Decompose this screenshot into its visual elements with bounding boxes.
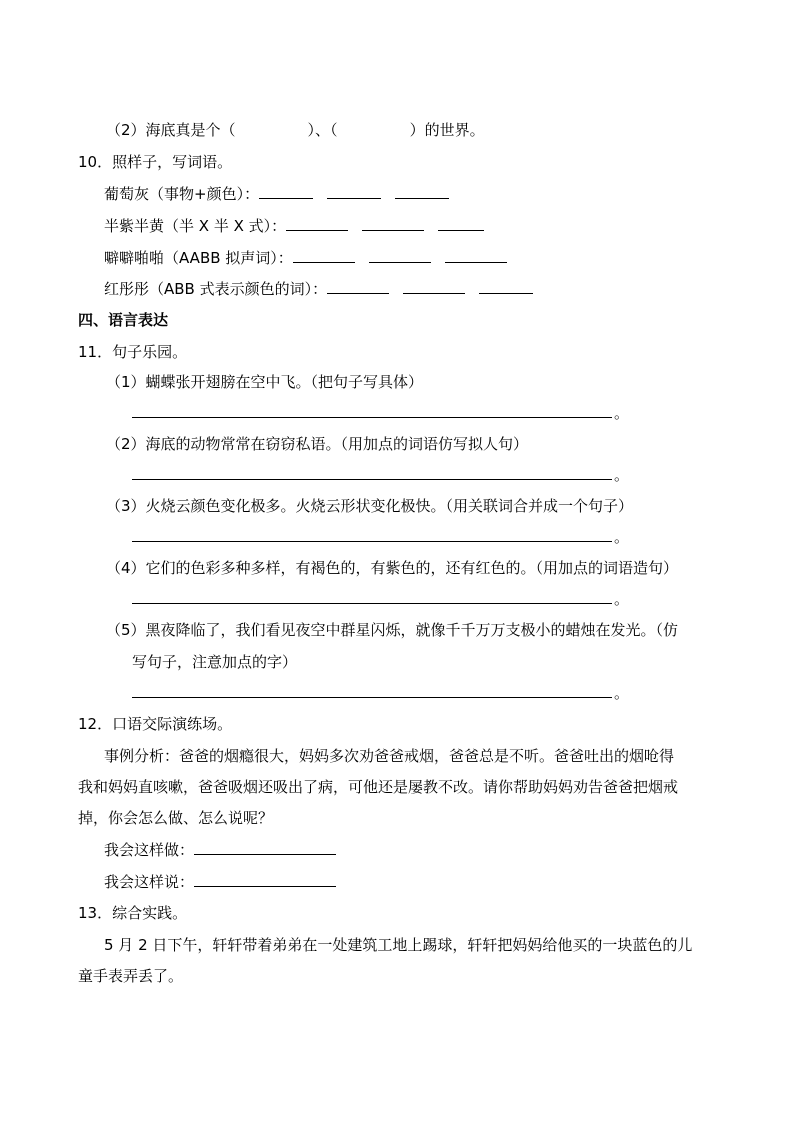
q9-item2	[106, 120, 485, 140]
q10-row-3	[104, 248, 507, 268]
end-mark: 。	[614, 528, 630, 546]
q10-row-4	[104, 279, 533, 299]
answer-blank[interactable]	[327, 279, 389, 294]
end-mark: 。	[614, 466, 630, 484]
answer-line[interactable]	[132, 697, 612, 698]
q13-title: 13．综合实践。	[78, 904, 188, 922]
q13-para-line: 5 月 2 日下午，轩轩带着弟弟在一处建筑工地上踢球，轩轩把妈妈给他买的一块蓝色的儿	[104, 936, 693, 954]
answer-blank[interactable]	[286, 216, 348, 231]
answer-line[interactable]	[132, 603, 612, 604]
answer-line[interactable]	[132, 479, 612, 480]
end-mark: 。	[614, 590, 630, 608]
q9-item2-mid: ）、（	[307, 121, 338, 139]
answer-blank[interactable]	[259, 184, 313, 199]
q12-para-line: 我和妈妈直咳嗽，爸爸吸烟还吸出了病，可他还是屡教不改。请你帮助妈妈劝告爸爸把烟戒	[78, 778, 679, 796]
section-title: 四、语言表达	[78, 311, 169, 329]
answer-blank[interactable]	[403, 279, 465, 294]
answer-blank[interactable]	[293, 248, 355, 263]
q12-do-row	[104, 840, 336, 860]
answer-line[interactable]	[132, 417, 612, 418]
q11-item-5-cont: 写句子，注意加点的字）	[132, 653, 298, 671]
end-mark: 。	[614, 404, 630, 422]
q10-row-label: 噼噼啪啪（AABB 拟声词）：	[104, 249, 293, 267]
q10-row-2	[104, 216, 484, 236]
answer-blank[interactable]	[438, 216, 484, 231]
q10-row-label: 红彤彤（ABB 式表示颜色的词）：	[104, 280, 328, 298]
q12-say-label: 我会这样说：	[104, 873, 195, 891]
q11-item-3: （3）火烧云颜色变化极多。火烧云形状变化极快。（用关联词合并成一个句子）	[106, 497, 634, 515]
q10-title: 10．照样子，写词语。	[78, 153, 233, 171]
q12-para-line: 事例分析：爸爸的烟瘾很大，妈妈多次劝爸爸戒烟，爸爸总是不听。爸爸吐出的烟呛得	[104, 747, 675, 765]
end-mark: 。	[614, 684, 630, 702]
answer-blank[interactable]	[369, 248, 431, 263]
q13-para-line: 童手表弄丢了。	[78, 967, 184, 985]
q11-title: 11．句子乐园。	[78, 343, 188, 361]
q10-row-label: 半紫半黄（半 X 半 X 式）：	[104, 217, 287, 235]
answer-blank[interactable]	[395, 184, 449, 199]
q12-title: 12．口语交际演练场。	[78, 715, 233, 733]
answer-blank[interactable]	[445, 248, 507, 263]
answer-blank[interactable]	[479, 279, 533, 294]
q9-item2-prefix: （2）海底真是个（	[106, 121, 236, 139]
q10-row-1	[104, 184, 449, 204]
do-answer-blank[interactable]	[194, 840, 336, 855]
q11-item-4: （4）它们的色彩多种多样，有褐色的，有紫色的，还有红色的。（用加点的词语造句）	[106, 559, 679, 577]
q10-row-label: 葡萄灰（事物+颜色）：	[104, 185, 260, 203]
q12-say-row	[104, 872, 336, 892]
answer-blank[interactable]	[362, 216, 424, 231]
q11-item-2: （2）海底的动物常常在窃窃私语。（用加点的词语仿写拟人句）	[106, 435, 529, 453]
say-answer-blank[interactable]	[194, 872, 336, 887]
q11-item-5: （5）黑夜降临了，我们看见夜空中群星闪烁，就像千千万万支极小的蜡烛在发光。（仿	[106, 621, 679, 639]
q9-item2-suffix: ）的世界。	[409, 121, 485, 139]
q12-do-label: 我会这样做：	[104, 841, 195, 859]
answer-blank[interactable]	[327, 184, 381, 199]
q11-item-1: （1）蝴蝶张开翅膀在空中飞。（把句子写具体）	[106, 373, 424, 391]
answer-line[interactable]	[132, 541, 612, 542]
q12-para-line: 掉，你会怎么做、怎么说呢？	[78, 809, 274, 827]
